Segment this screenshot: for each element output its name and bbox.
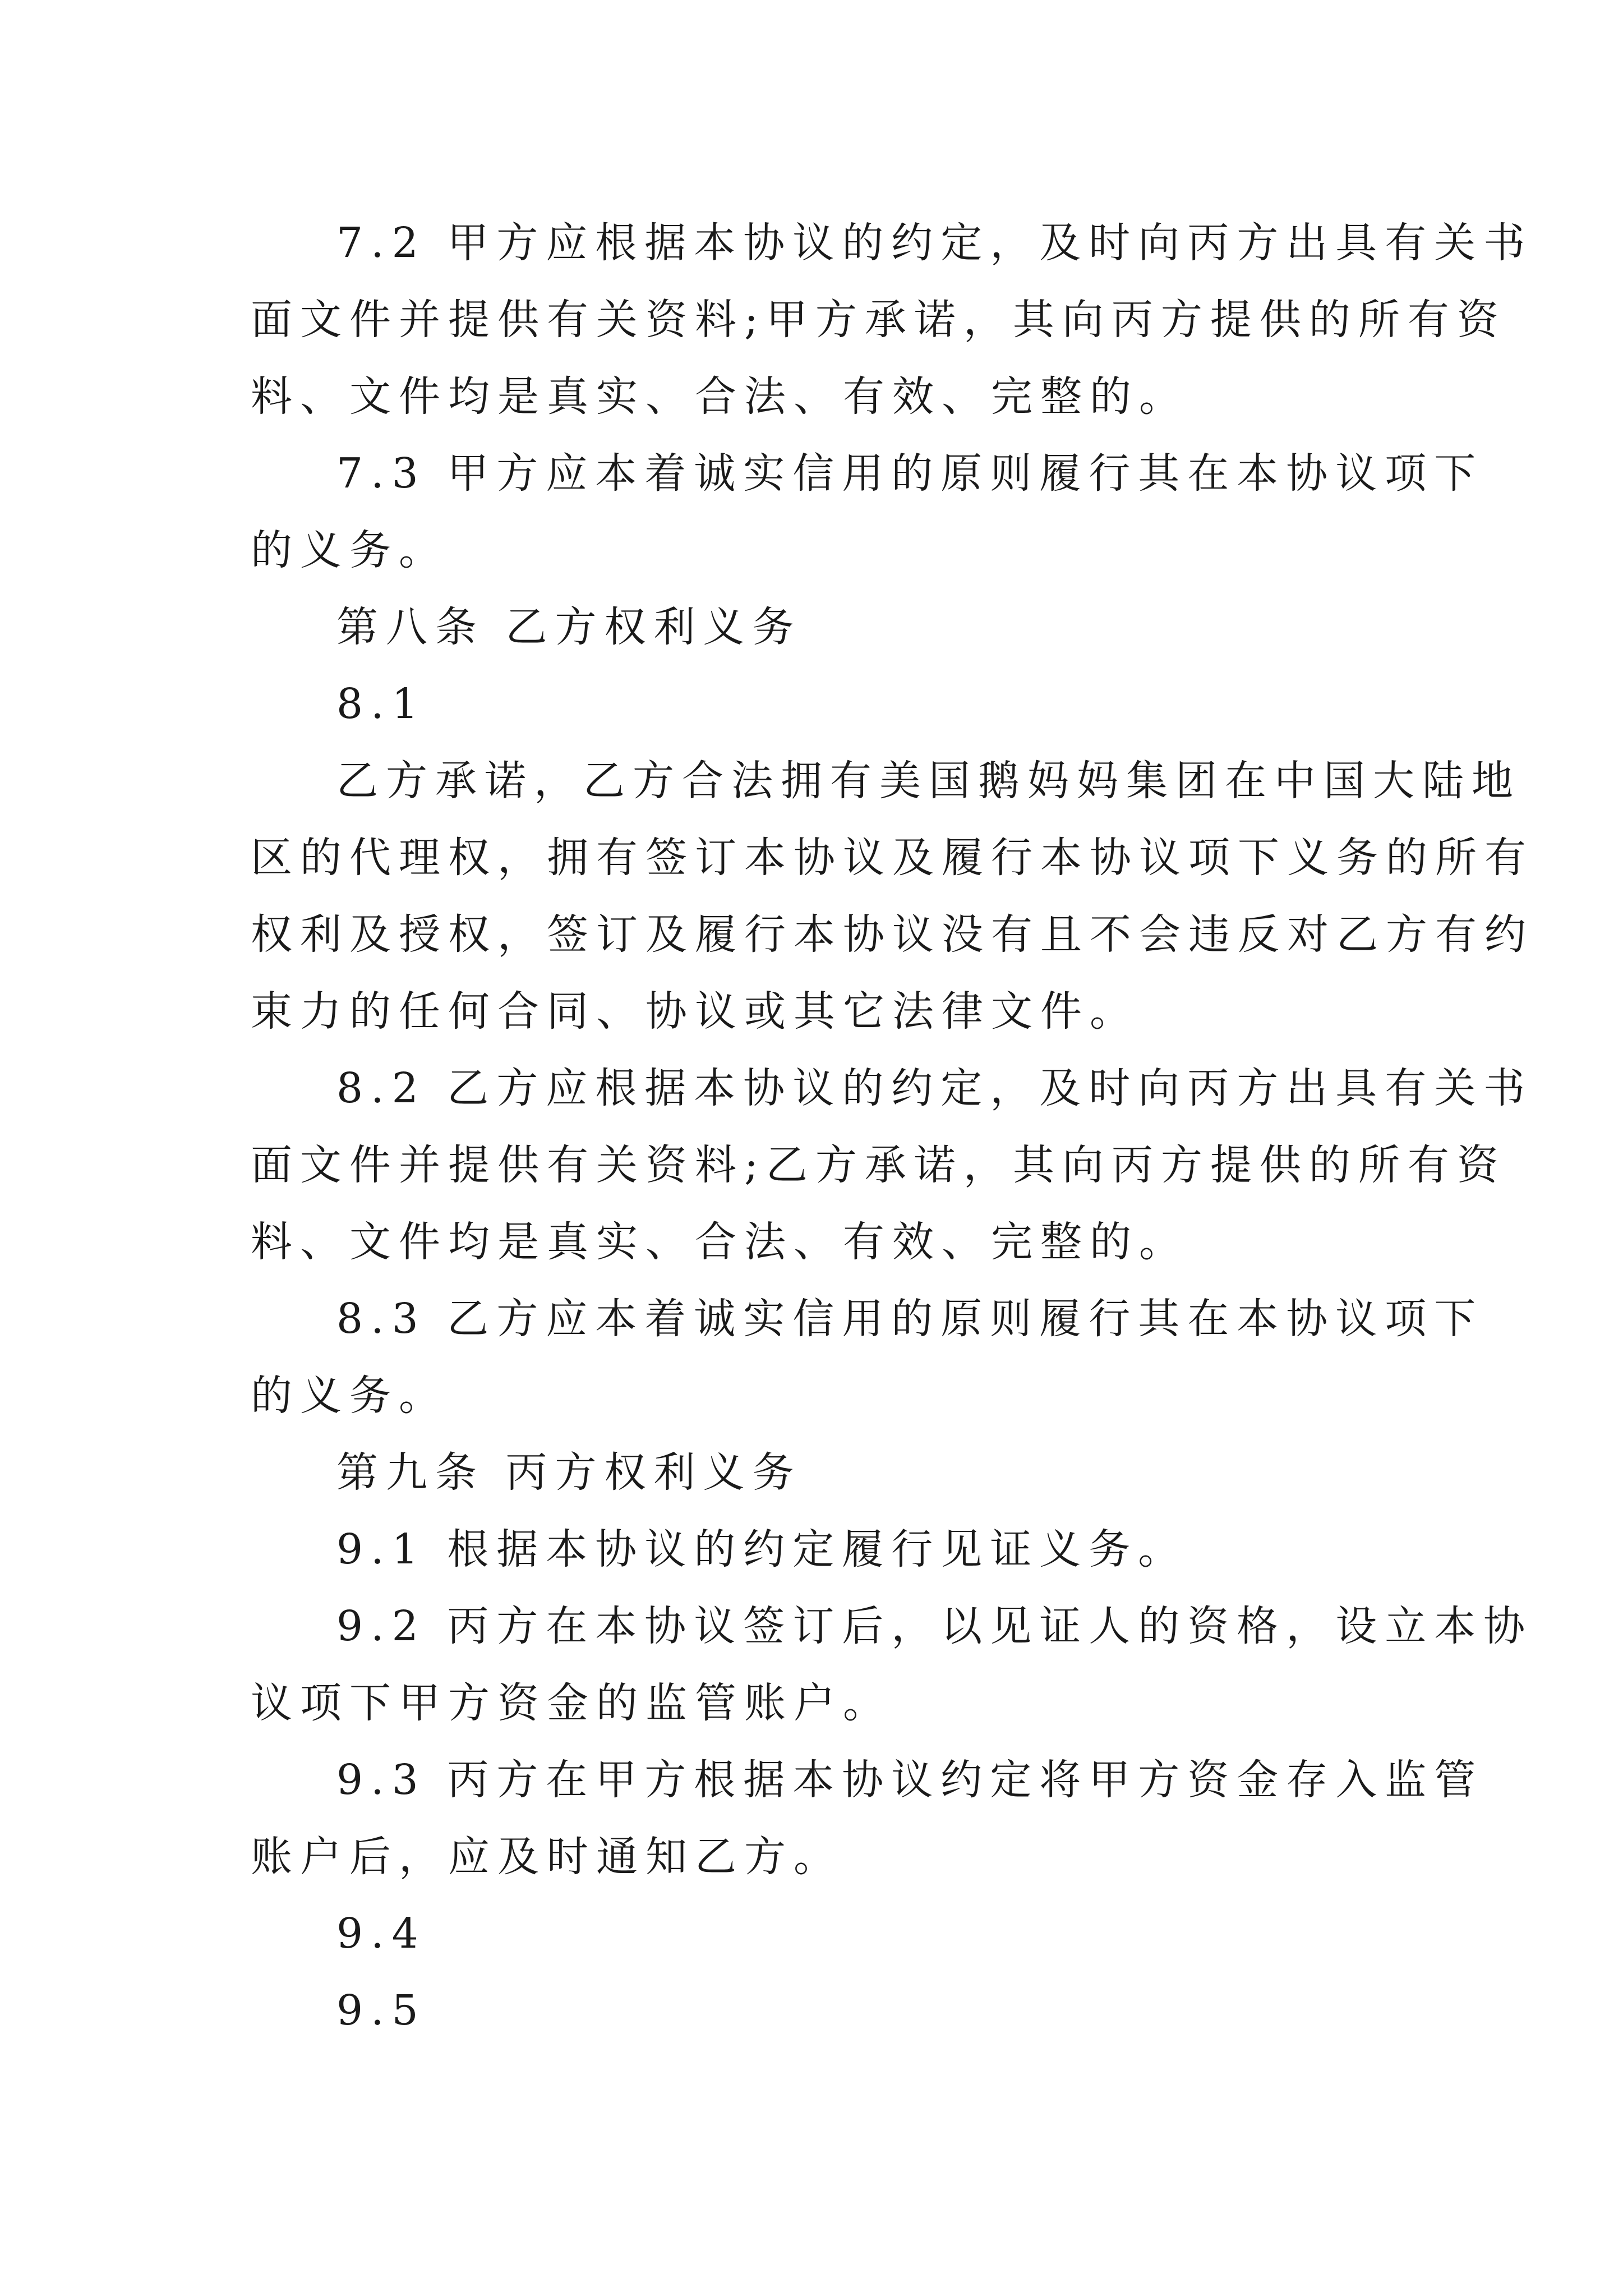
clause-8-3-line-2: 的义务。 xyxy=(251,1372,448,1420)
clause-7-2-line-2: 面文件并提供有关资料;甲方承诺，其向丙方提供的所有资 xyxy=(251,296,1506,344)
article-9-heading: 第九条 丙方权利义务 xyxy=(336,1448,802,1497)
clause-9-4-number: 9.4 xyxy=(336,1910,426,1958)
clause-9-2-line-1: 9.2 丙方在本协议签订后，以见证人的资格，设立本协 xyxy=(336,1602,1533,1650)
clause-8-1-line-4: 束力的任何合同、协议或其它法律文件。 xyxy=(251,987,1139,1036)
clause-8-1-line-1: 乙方承诺，乙方合法拥有美国鹅妈妈集团在中国大陆地 xyxy=(336,757,1521,805)
clause-9-3-line-1: 9.3 丙方在甲方根据本协议约定将甲方资金存入监管 xyxy=(336,1756,1484,1804)
clause-8-2-line-2: 面文件并提供有关资料;乙方承诺，其向丙方提供的所有资 xyxy=(251,1141,1506,1189)
clause-7-2-line-3: 料、文件均是真实、合法、有效、完整的。 xyxy=(251,372,1188,421)
clause-8-3-line-1: 8.3 乙方应本着诚实信用的原则履行其在本协议项下 xyxy=(336,1295,1484,1343)
clause-9-1-line-1: 9.1 根据本协议的约定履行见证义务。 xyxy=(336,1525,1188,1573)
clause-7-3-line-2: 的义务。 xyxy=(251,526,448,574)
clause-8-1-line-3: 权利及授权，签订及履行本协议没有且不会违反对乙方有约 xyxy=(251,910,1534,959)
clause-7-2-line-1: 7.2 甲方应根据本协议的约定，及时向丙方出具有关书 xyxy=(336,219,1533,267)
clause-8-2-line-3: 料、文件均是真实、合法、有效、完整的。 xyxy=(251,1218,1188,1266)
clause-8-1-line-2: 区的代理权，拥有签订本协议及履行本协议项下义务的所有 xyxy=(251,834,1534,882)
clause-8-1-number: 8.1 xyxy=(336,680,426,728)
clause-9-5-number: 9.5 xyxy=(336,1986,426,2035)
article-8-heading: 第八条 乙方权利义务 xyxy=(336,603,802,651)
clause-9-2-line-2: 议项下甲方资金的监管账户。 xyxy=(251,1679,892,1727)
clause-7-3-line-1: 7.3 甲方应本着诚实信用的原则履行其在本协议项下 xyxy=(336,449,1484,498)
clause-8-2-line-1: 8.2 乙方应根据本协议的约定，及时向丙方出具有关书 xyxy=(336,1064,1533,1112)
clause-9-3-line-2: 账户后，应及时通知乙方。 xyxy=(251,1833,843,1881)
